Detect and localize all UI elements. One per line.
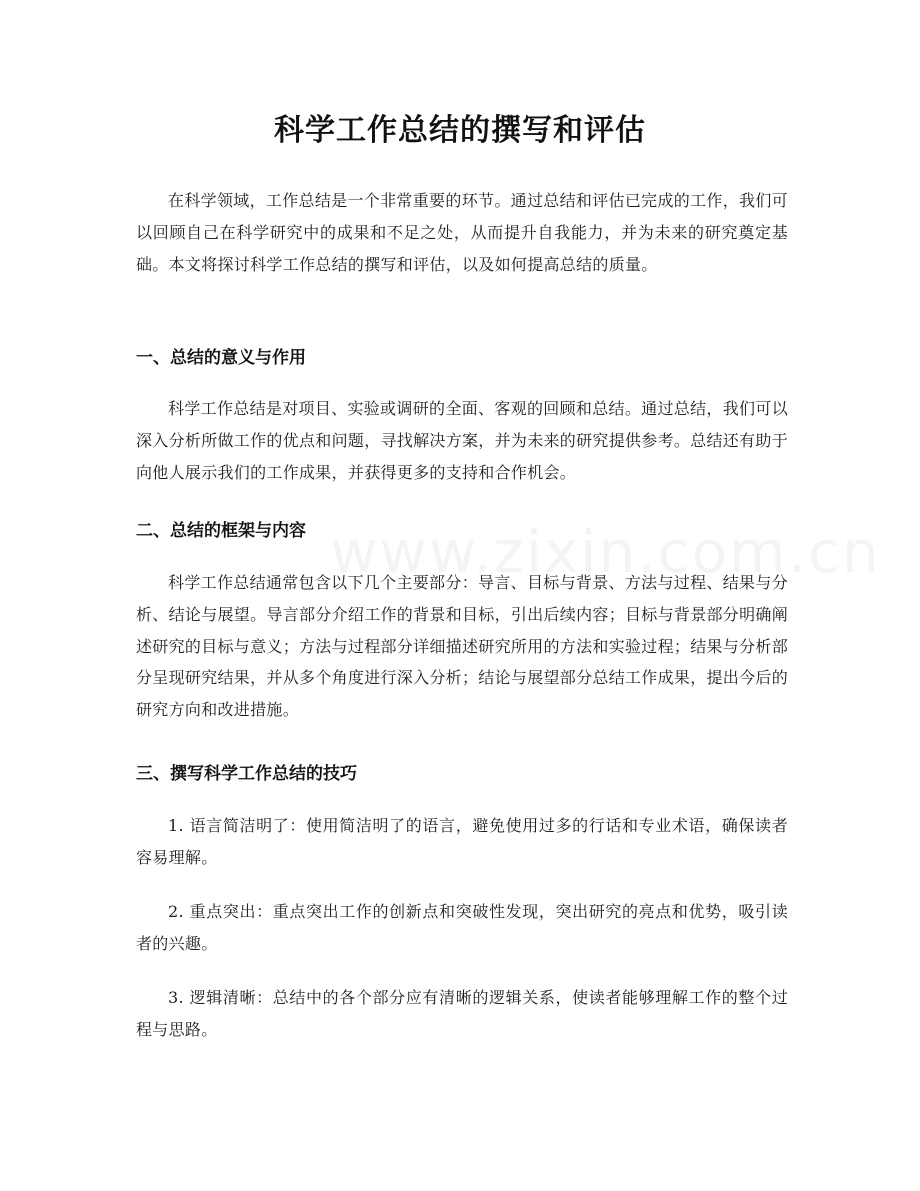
section-paragraph-framework: 科学工作总结通常包含以下几个主要部分：导言、目标与背景、方法与过程、结果与分析、结论与展望。导言部分介绍工作的背景和目标，引出后续内容；目标与背景部分明确阐述研究的目标与意义；方法与过程部分详细描述研究所用的方法和实验过程；结果与分析部分呈现研究结果，并从多个角度进行深入分析；结论与展望部分总结工作成果，提出今后的研究方向和改进措施。 bbox=[136, 573, 789, 720]
section-heading-techniques: 三、撰写科学工作总结的技巧 bbox=[136, 764, 357, 784]
technique-item-2: 2. 重点突出：重点突出工作的创新点和突破性发现，突出研究的亮点和优势，吸引读者的兴趣。 bbox=[136, 902, 788, 953]
technique-item-3: 3. 逻辑清晰：总结中的各个部分应有清晰的逻辑关系，使读者能够理解工作的整个过程与思路。 bbox=[136, 988, 788, 1039]
technique-item-1: 1. 语言简洁明了：使用简洁明了的语言，避免使用过多的行话和专业术语，确保读者容易理解。 bbox=[136, 816, 788, 867]
section-heading-significance: 一、总结的意义与作用 bbox=[136, 348, 306, 368]
document-title: 科学工作总结的撰写和评估 bbox=[274, 113, 646, 148]
section-paragraph-significance: 科学工作总结是对项目、实验或调研的全面、客观的回顾和总结。通过总结，我们可以深入分析所做工作的优点和问题，寻找解决方案，并为未来的研究提供参考。总结还有助于向他人展示我们的工作成果，并获得更多的支持和合作机会。 bbox=[136, 399, 789, 482]
section-heading-framework: 二、总结的框架与内容 bbox=[136, 521, 306, 541]
intro-paragraph: 在科学领域，工作总结是一个非常重要的环节。通过总结和评估已完成的工作，我们可以回顾自己在科学研究中的成果和不足之处，从而提升自我能力，并为未来的研究奠定基础。本文将探讨科学工作总结的撰写和评估，以及如何提高总结的质量。 bbox=[136, 191, 788, 274]
